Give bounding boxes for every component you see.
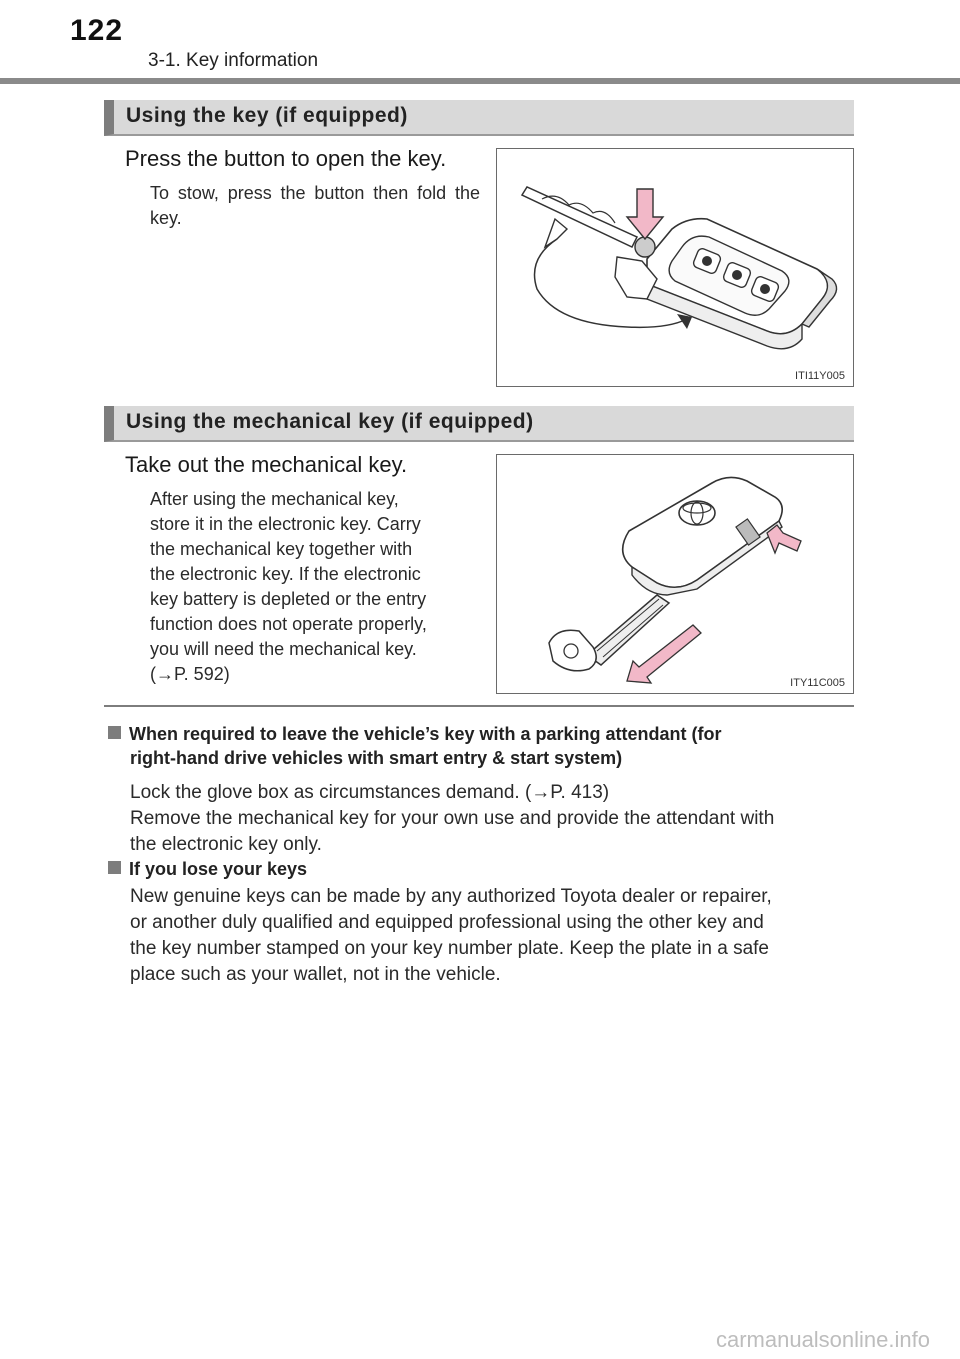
square-bullet-icon: [108, 726, 121, 739]
text-line: you will need the mechanical key.: [150, 639, 417, 659]
text-line: the key number stamped on your key number plate. Keep the plate in a safe: [130, 938, 769, 959]
figure-mechanical-key: [496, 454, 854, 694]
mechanical-key-illustration: [497, 455, 852, 692]
text-line: After using the mechanical key,: [150, 489, 399, 509]
note-lose-body: [130, 884, 854, 988]
text-line: place such as your wallet, not in the vehicle.: [130, 964, 501, 985]
header-rule: [0, 78, 960, 84]
section-heading-key-text: Using the key (if equipped): [126, 104, 408, 127]
trunk-icon: [760, 284, 770, 294]
push-arrow-icon: [767, 525, 801, 553]
folding-key-illustration: [497, 149, 852, 385]
text-line: the electronic key only.: [130, 834, 322, 855]
watermark: carmanualsonline.info: [715, 1327, 930, 1352]
unlock-icon: [732, 270, 742, 280]
figure-folding-key: [496, 148, 854, 387]
note-lose-title-text: If you lose your keys: [129, 859, 308, 879]
figure-code: ITI11Y005: [795, 370, 845, 382]
figure-code: ITY11C005: [790, 677, 845, 689]
page-number: 122: [70, 14, 124, 47]
lock-icon: [702, 256, 712, 266]
text-line: or another duly qualified and equipped professional using the other key and: [130, 912, 764, 933]
square-bullet-icon: [108, 861, 121, 874]
section-heading-mechanical-key: [104, 406, 854, 442]
instruction-open-key: Press the button to open the key.: [125, 146, 447, 171]
note-parking-title-cont: right-hand drive vehicles with smart entry & start system): [130, 748, 623, 768]
instruction-stow-key: To stow, press the button then fold the key.: [150, 183, 480, 228]
section-heading-key: [104, 100, 854, 136]
text-line: key battery is depleted or the entry: [150, 589, 427, 609]
note-parking-title: [108, 722, 854, 746]
instruction-take-out-key: Take out the mechanical key.: [125, 452, 408, 477]
text-line: store it in the electronic key. Carry: [150, 514, 421, 534]
page-reference-link[interactable]: (→P. 592): [150, 664, 230, 684]
text-line: the mechanical key together with: [150, 539, 413, 559]
mechanical-key-description: [150, 487, 480, 687]
note-lose-title: [108, 857, 854, 881]
note-parking-title-line1: When required to leave the vehicle’s key with a parking attendant (for: [129, 724, 722, 744]
section-heading-mechanical-key-text: Using the mechanical key (if equipped): [126, 410, 534, 433]
pull-arrow-icon: [627, 625, 701, 683]
chapter-title: 3-1. Key information: [148, 50, 319, 71]
text-line: Lock the glove box as circumstances demand. (→P. 413): [130, 782, 610, 803]
text-line: Remove the mechanical key for your own use and provide the attendant with: [130, 808, 775, 829]
text-line: the electronic key. If the electronic: [150, 564, 421, 584]
section-divider: [104, 705, 854, 707]
text-line: New genuine keys can be made by any authorized Toyota dealer or repairer,: [130, 886, 772, 907]
text-line: function does not operate properly,: [150, 614, 427, 634]
note-parking-body: [130, 780, 854, 858]
press-arrow-icon: [627, 189, 663, 239]
